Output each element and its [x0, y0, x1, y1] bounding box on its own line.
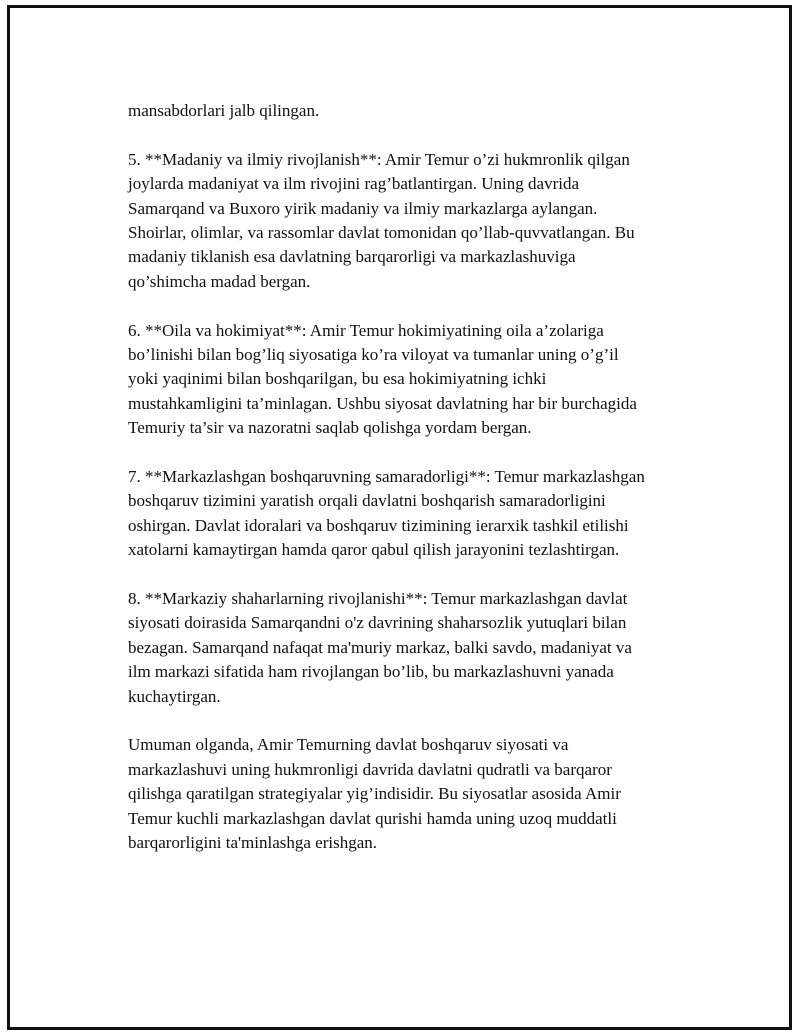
paragraph-item-5: 5. **Madaniy va ilmiy rivojlanish**: Amir Temur o’zi hukmronlik qilgan joylarda madaniyat va ilm rivojini rag’batlantirgan. Uning davrida Samarqand va Buxoro yirik madaniy va ilmiy markazlarga aylangan. Shoirlar, olimlar, va rassomlar davlat tomonidan qo’llab-quvvatlangan. Bu madaniy tiklanish esa davlatning barqarorligi va markazlashuviga qo’shimcha madad bergan. — [128, 149, 635, 291]
document-body — [128, 99, 703, 856]
paragraph-item-7: 7. **Markazlashgan boshqaruvning samaradorligi**: Temur markazlashgan boshqaruv tizimini yaratish orqali davlatni boshqarish samaradorligini oshirgan. Davlat idoralari va boshqaruv tizimining ierarxik tashkil etilishi xatolarni kamaytirgan hamda qaror qabul qilish jarayonini tezlashtirgan. — [128, 467, 645, 560]
paragraph-item-6: 6. **Oila va hokimiyat**: Amir Temur hokimiyatining oila a’zolariga bo’linishi bilan bog’liq siyosatiga ko’ra viloyat va tumanlar uning o’g’il yoki yaqinimi bilan boshqarilgan, bu esa hokimiyatning ichki mustahkamligini ta’minlagan. Ushbu siyosat davlatning har bir burchagida Temuriy ta’sir va nazoratni saqlab qolishga yordam bergan. — [128, 320, 637, 438]
paragraph-continuation: mansabdorlari jalb qilingan. — [128, 101, 320, 120]
document-page — [7, 5, 792, 1030]
paragraph-conclusion: Umuman olganda, Amir Temurning davlat boshqaruv siyosati va markazlashuvi uning hukmronligi davrida davlatni qudratli va barqaror qilishga qaratilgan strategiyalar yig’indisidir. Bu siyosatlar asosida Amir Temur kuchli markazlashgan davlat qurishi hamda uning uzoq muddatli barqarorligini ta'minlashga erishgan. — [128, 735, 621, 853]
paragraph-item-8: 8. **Markaziy shaharlarning rivojlanishi**: Temur markazlashgan davlat siyosati doirasida Samarqandni o'z davrining shaharsozlik yutuqlari bilan bezagan. Samarqand nafaqat ma'muriy markaz, balki savdo, madaniyat va ilm markazi sifatida ham rivojlangan bo’lib, bu markazlashuvni yanada kuchaytirgan. — [128, 589, 632, 706]
